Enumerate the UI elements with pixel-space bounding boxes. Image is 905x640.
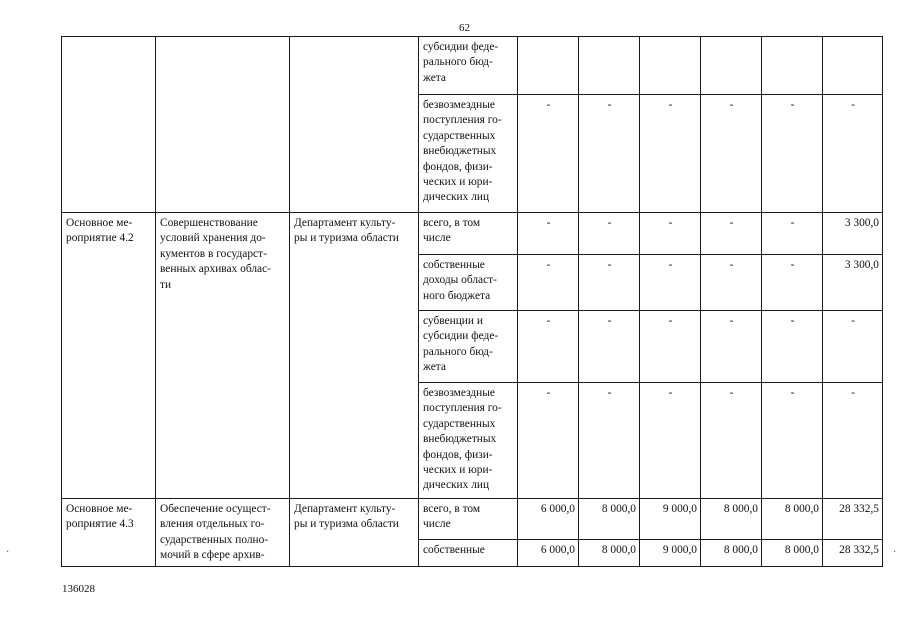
department-name: ры и туризма области xyxy=(294,232,399,245)
department-name: Департамент культу- xyxy=(294,217,396,229)
value-cell: 3 300,0 xyxy=(823,255,883,311)
department-name: ры и туризма области xyxy=(294,518,399,531)
activity-title: условий хранения до- xyxy=(160,232,266,245)
funding-source: поступления го- xyxy=(423,114,502,127)
funding-source: сударственных xyxy=(423,417,496,430)
funding-source: субсидии феде- xyxy=(423,330,499,343)
activity-title: ти xyxy=(160,278,172,291)
activity-title-cell xyxy=(156,213,290,499)
department-cell xyxy=(290,499,419,567)
value-cell: 9 000,0 xyxy=(640,499,701,540)
value-cell: - xyxy=(823,383,883,499)
department-name: Департамент культу- xyxy=(294,503,396,515)
funding-source: жета xyxy=(423,71,446,84)
activity-title: мочий в сфере архив- xyxy=(160,549,265,562)
value-cell: 8 000,0 xyxy=(762,499,823,540)
value-cell: 6 000,0 xyxy=(518,539,579,566)
funding-source-cell xyxy=(419,95,518,213)
value-cell: - xyxy=(762,213,823,255)
funding-source: рального бюд- xyxy=(423,345,493,358)
value-cell: - xyxy=(823,311,883,383)
funding-source: внебюджетных xyxy=(423,145,497,158)
value-cell: 28 332,5 xyxy=(823,499,883,540)
value-cell xyxy=(640,37,701,95)
page-number: 62 xyxy=(459,22,470,34)
funding-source: жета xyxy=(423,361,446,374)
value-cell: - xyxy=(701,383,762,499)
activity-label-cell xyxy=(62,213,156,499)
activity-label: роприятие 4.2 xyxy=(66,232,134,245)
edge-mark-left: · xyxy=(6,547,10,558)
activity-title-cell xyxy=(156,499,290,567)
activity-title: кументов в государст- xyxy=(160,247,267,260)
value-cell: - xyxy=(579,383,640,499)
funding-source-cell xyxy=(419,37,518,95)
value-cell: - xyxy=(579,95,640,213)
value-cell: - xyxy=(640,255,701,311)
activity-title: венных архивах облас- xyxy=(160,263,271,276)
value-cell: 9 000,0 xyxy=(640,539,701,566)
funding-source: субвенции и xyxy=(423,315,483,327)
value-cell: - xyxy=(579,213,640,255)
funding-source: собственные xyxy=(423,259,485,271)
edge-mark-right: · xyxy=(893,547,897,558)
activity-title: сударственных полно- xyxy=(160,533,269,546)
budget-table xyxy=(61,36,883,567)
value-cell: - xyxy=(701,95,762,213)
funding-source: доходы област- xyxy=(423,274,497,287)
value-cell: - xyxy=(518,95,579,213)
funding-source-cell xyxy=(419,311,518,383)
funding-source: субсидии феде- xyxy=(423,41,499,53)
value-cell xyxy=(701,37,762,95)
activity-label: роприятие 4.3 xyxy=(66,518,134,531)
value-cell: - xyxy=(762,311,823,383)
funding-source: ческих и юри- xyxy=(423,176,493,189)
value-cell: 8 000,0 xyxy=(701,539,762,566)
document-code: 136028 xyxy=(62,583,95,595)
value-cell: 8 000,0 xyxy=(701,499,762,540)
value-cell: - xyxy=(701,213,762,255)
department-cell xyxy=(290,37,419,213)
funding-source: рального бюд- xyxy=(423,56,493,69)
funding-source: внебюджетных xyxy=(423,433,497,446)
value-cell: - xyxy=(640,213,701,255)
activity-title: Совершенствование xyxy=(160,217,258,229)
value-cell: - xyxy=(640,383,701,499)
table-row xyxy=(62,37,883,95)
value-cell: - xyxy=(579,255,640,311)
funding-source: фондов, физи- xyxy=(423,160,493,173)
funding-source: поступления го- xyxy=(423,402,502,415)
funding-source: числе xyxy=(423,232,451,245)
table-row xyxy=(62,213,883,255)
value-cell: - xyxy=(518,255,579,311)
funding-source-cell xyxy=(419,383,518,499)
activity-title: вления отдельных го- xyxy=(160,518,265,531)
department-cell xyxy=(290,213,419,499)
activity-label: Основное ме- xyxy=(66,503,133,515)
value-cell: - xyxy=(823,95,883,213)
funding-source: фондов, физи- xyxy=(423,448,493,461)
value-cell: 8 000,0 xyxy=(579,499,640,540)
value-cell: - xyxy=(579,311,640,383)
funding-source: всего, в том xyxy=(423,503,481,515)
funding-source: ческих и юри- xyxy=(423,464,493,477)
activity-title: Обеспечение осущест- xyxy=(160,503,271,515)
value-cell: - xyxy=(518,311,579,383)
value-cell: 8 000,0 xyxy=(579,539,640,566)
funding-source-cell xyxy=(419,539,518,566)
value-cell: - xyxy=(762,95,823,213)
value-cell: - xyxy=(701,311,762,383)
funding-source: всего, в том xyxy=(423,217,481,229)
value-cell: - xyxy=(640,95,701,213)
funding-source: дических лиц xyxy=(423,479,490,492)
funding-source: сударственных xyxy=(423,129,496,142)
funding-source: числе xyxy=(423,518,451,531)
value-cell: 28 332,5 xyxy=(823,539,883,566)
table-row xyxy=(62,499,883,540)
value-cell: - xyxy=(762,255,823,311)
value-cell: - xyxy=(701,255,762,311)
funding-source: безвозмездные xyxy=(423,99,495,111)
value-cell xyxy=(762,37,823,95)
value-cell: - xyxy=(518,213,579,255)
funding-source: безвозмездные xyxy=(423,387,495,399)
funding-source-cell xyxy=(419,213,518,255)
funding-source-cell xyxy=(419,499,518,540)
value-cell xyxy=(579,37,640,95)
funding-source: дических лиц xyxy=(423,191,490,204)
value-cell: - xyxy=(640,311,701,383)
funding-source-cell xyxy=(419,255,518,311)
activity-label-cell xyxy=(62,37,156,213)
value-cell: 6 000,0 xyxy=(518,499,579,540)
value-cell: 3 300,0 xyxy=(823,213,883,255)
activity-label-cell xyxy=(62,499,156,567)
value-cell: - xyxy=(518,383,579,499)
value-cell: 8 000,0 xyxy=(762,539,823,566)
value-cell xyxy=(518,37,579,95)
funding-source: ного бюджета xyxy=(423,289,491,302)
value-cell: - xyxy=(762,383,823,499)
value-cell xyxy=(823,37,883,95)
funding-source: собственные xyxy=(423,543,485,556)
activity-title-cell xyxy=(156,37,290,213)
activity-label: Основное ме- xyxy=(66,217,133,229)
